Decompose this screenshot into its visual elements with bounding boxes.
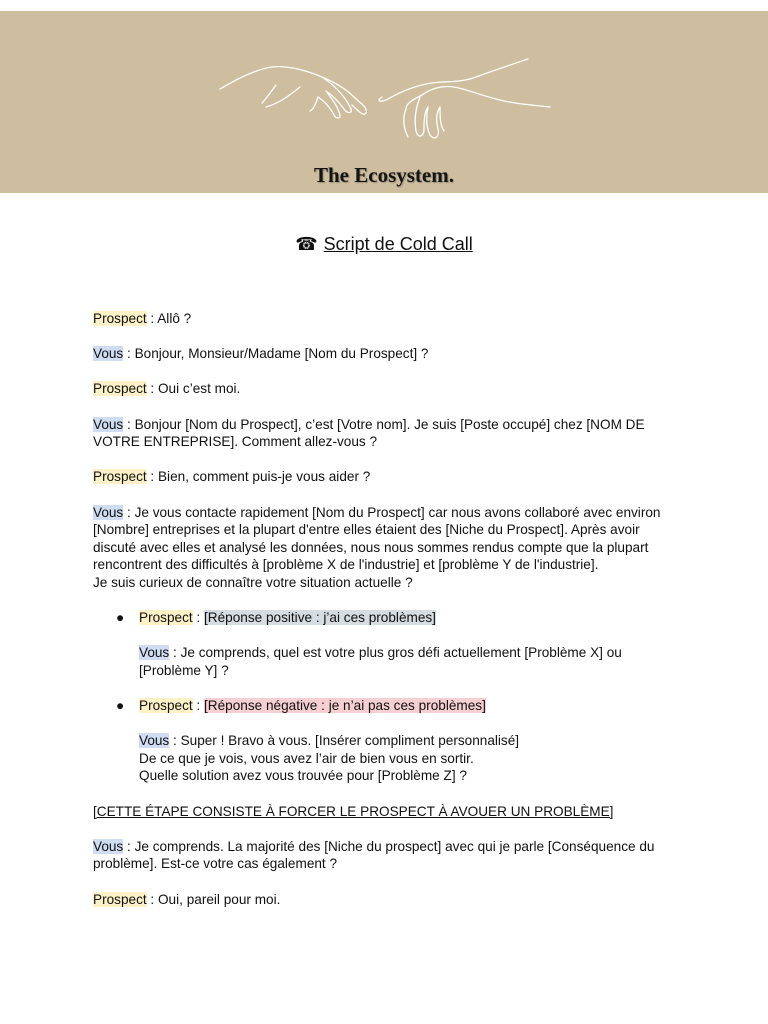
role-vous: Vous <box>139 733 170 749</box>
line-prospect-3 <box>93 468 683 486</box>
role-vous: Vous <box>139 645 170 661</box>
role-prospect: Prospect <box>93 381 147 397</box>
role-prospect: Prospect <box>93 469 147 485</box>
branch-negative-reply-3: Quelle solution avez vous trouvée pour [Problème Z] ? <box>139 768 467 784</box>
role-vous: Vous <box>93 838 124 854</box>
script-body <box>93 310 683 908</box>
branch-negative-reply-2: De ce que je vois, vous avez l’air de bien vous en sortir. <box>139 750 474 766</box>
role-prospect: Prospect <box>93 891 147 907</box>
line-prospect-2 <box>93 380 683 398</box>
line-text: : Je comprends. La majorité des [Niche du prospect] avec qui je parle [Conséquence du problème]. Est-ce votre cas également ? <box>93 838 655 872</box>
bullet-icon: ● <box>116 610 125 626</box>
role-vous: Vous <box>93 416 124 432</box>
line-vous-1 <box>93 345 683 363</box>
telephone-icon: ☎ <box>295 234 318 254</box>
role-prospect: Prospect <box>93 311 147 326</box>
line-prospect-1 <box>93 310 683 328</box>
negative-answer-label: [Réponse négative : je n’ai pas ces problèmes] <box>204 698 486 714</box>
role-vous: Vous <box>93 346 124 362</box>
line-text: : Allô ? <box>146 311 192 326</box>
header-banner <box>0 11 768 193</box>
line-text: : Oui c’est moi. <box>146 381 241 397</box>
branch-negative: ● Prospect : [Réponse négative : je n’ai pas ces problèmes] <box>116 698 486 714</box>
line-text: : Oui, pareil pour moi. <box>146 891 281 907</box>
line-text: : Bien, comment puis-je vous aider ? <box>146 469 371 485</box>
hands-logo-icon <box>210 41 560 151</box>
branch-positive: ● Prospect : [Réponse positive : j’ai ces problèmes] <box>116 610 436 626</box>
branch-negative-reply <box>93 732 683 750</box>
line-text: : Bonjour, Monsieur/Madame [Nom du Prospect] ? <box>123 346 429 362</box>
branch-positive-reply <box>93 644 683 679</box>
role-prospect: Prospect <box>139 698 193 714</box>
role-vous: Vous <box>93 504 124 520</box>
positive-answer-label: [Réponse positive : j’ai ces problèmes] <box>204 610 436 626</box>
line-vous-4 <box>93 838 683 873</box>
brand-name: The Ecosystem. <box>314 163 454 187</box>
line-vous-3 <box>93 504 683 574</box>
line-text: : Super ! Bravo à vous. [Insérer compliment personnalisé] <box>169 733 520 749</box>
bullet-icon: ● <box>116 698 125 714</box>
line-text: : Bonjour [Nom du Prospect], c’est [Votre nom]. Je suis [Poste occupé] chez [NOM DE VOTRE ENTREPRISE]. Comment allez-vous ? <box>93 416 645 450</box>
line-text: : Je comprends, quel est votre plus gros défi actuellement [Problème X] ou [Problème Y] ? <box>139 645 622 678</box>
line-text: : Je vous contacte rapidement [Nom du Prospect] car nous avons collaboré avec environ [Nombre] entreprises et la plupart d'entre elles étaient des [Niche du Prospect]. Après avoir discuté avec elles et analysé les données, nous nous sommes rendus compte que la plupart rencontrent des difficultés à [problème X de l'industrie] et [problème Y de l'industrie]. <box>93 504 661 573</box>
page-title <box>0 234 768 255</box>
line-vous-3-question: Je suis curieux de connaître votre situation actuelle ? <box>93 574 413 590</box>
line-vous-2 <box>93 416 683 451</box>
line-prospect-4 <box>93 891 683 909</box>
role-prospect: Prospect <box>139 610 193 626</box>
page-title-text: Script de Cold Call <box>323 234 473 254</box>
step-note: [CETTE ÉTAPE CONSISTE À FORCER LE PROSPECT À AVOUER UN PROBLÈME] <box>93 803 614 819</box>
